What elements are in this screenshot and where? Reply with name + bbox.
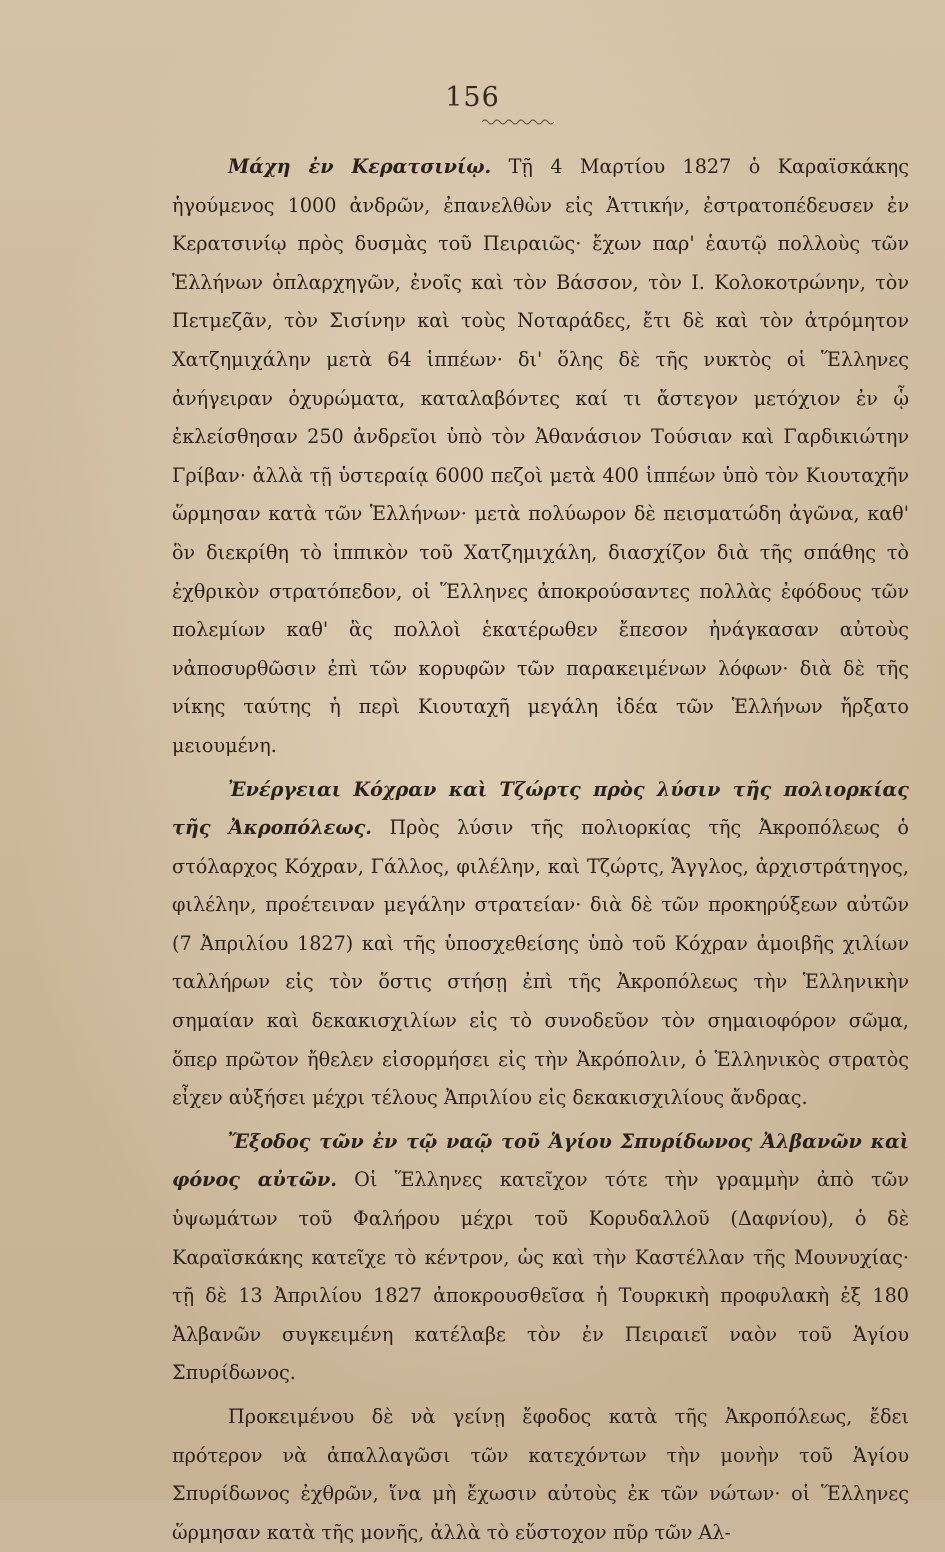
paragraph-battle-keratsini: [172, 148, 909, 766]
section-heading: Μάχη ἐν Κερατσινίῳ.: [228, 155, 492, 178]
section-heading: Ἔξοδος τῶν ἐν τῷ ναῷ τοῦ Ἁγίου Σπυρίδωνος Ἀλβανῶν καὶ φόνος αὐτῶν.: [172, 1129, 909, 1192]
paragraph-text: Οἱ Ἕλληνες κατεῖχον τότε τὴν γραμμὴν ἀπὸ τῶν ὑψωμάτων τοῦ Φαλήρου μέχρι τοῦ Κορυδαλλοῦ (Δαφνίου), ὁ δὲ Καραϊσκάκης κατεῖχε τὸ κέντρον, ὡς καὶ τὴν Καστέλλαν τῆς Μουνυχίας· τῇ δὲ 13 Ἀπριλίου 1827 ἀποκρουσθεῖσα ἡ Τουρκικὴ προφυλακὴ ἐξ 180 Ἀλβανῶν συγκειμένη κατέλαβε τὸν ἐν Πειραιεῖ ναὸν τοῦ Ἁγίου Σπυρίδωνος.: [172, 1168, 909, 1385]
paragraph-text: Τῇ 4 Μαρτίου 1827 ὁ Καραϊσκάκης ἡγούμενος 1000 ἀνδρῶν, ἐπανελθὼν εἰς Ἀττικήν, ἐστρατοπέδευσεν ἐν Κερατσινίῳ πρὸς δυσμὰς τοῦ Πειραιῶς· ἔχων παρ' ἑαυτῷ πολλοὺς τῶν Ἑλλήνων ὁπλαρχηγῶν, ἐνοῖς καὶ τὸν Βάσσον, τὸν Ι. Κολοκοτρώνην, τὸν Πετμεζᾶν, τὸν Σισίνην καὶ τοὺς Νοταράδες, ἔτι δὲ καὶ τὸν ἀτρόμητον Χατζημιχάλην μετὰ 64 ἱππέων· δι' ὅλης δὲ τῆς νυκτὸς οἱ Ἕλληνες ἀνήγειραν ὀχυρώματα, καταλαβόντες καί τι ἄστεγον μετόχιον ἐν ᾧ ἐκλείσθησαν 250 ἀνδρεῖοι ὑπὸ τὸν Ἀθανάσιον Τούσιαν καὶ Γαρδικιώτην Γρίβαν· ἀλλὰ τῇ ὑστεραίᾳ 6000 πεζοὶ μετὰ 400 ἱππέων ὑπὸ τὸν Κιουταχῆν ὥρμησαν κατὰ τῶν Ἑλλήνων· μετὰ πολύωρον δὲ πεισματώδη ἀγῶνα, καθ' ὃν διεκρίθη τὸ ἱππικὸν τοῦ Χατζημιχάλη, διασχίζον διὰ τῆς σπάθης τὸ ἐχθρικὸν στρατόπεδον, οἱ Ἕλληνες ἀποκρούσαντες πολλὰς ἐφόδους τῶν πολεμίων καθ' ἃς πολλοὶ ἑκατέρωθεν ἔπεσον ἠνάγκασαν αὐτοὺς νἀποσυρθῶσιν ἐπὶ τῶν κορυφῶν τῶν παρακειμένων λόφων· διὰ δὲ τῆς νίκης ταύτης ἡ περὶ Κιουταχῆ μεγάλη ἰδέα τῶν Ἑλλήνων ἤρξατο μειουμένη.: [172, 155, 909, 757]
section-heading: Ἐνέργειαι Κόχραν καὶ Τζώρτς πρὸς λύσιν τῆς πολιορκίας τῆς Ἀκροπόλεως.: [172, 777, 909, 840]
paragraph-saint-spyridon: [172, 1123, 909, 1393]
paragraph-acropolis-assault: [172, 1398, 909, 1552]
page-number: 156: [445, 82, 500, 113]
paragraph-text: Προκειμένου δὲ νὰ γείνῃ ἔφοδος κατὰ τῆς Ἀκροπόλεως, ἔδει πρότερον νὰ ἀπαλλαγῶσι τῶν κατεχόντων τὴν μονὴν τοῦ Ἁγίου Σπυρίδωνος ἐχθρῶν, ἵνα μὴ ἔχωσιν αὐτοὺς ἐκ τῶν νώτων· οἱ Ἕλληνες ὥρμησαν κατὰ τῆς μονῆς, ἀλλὰ τὸ εὔστοχον πῦρ τῶν Αλ-: [172, 1405, 909, 1544]
paragraph-cochrane-church: [172, 771, 909, 1118]
body-text: [172, 148, 909, 1552]
paragraph-text: Πρὸς λύσιν τῆς πολιορκίας τῆς Ἀκροπόλεως ὁ στόλαρχος Κόχραν, Γάλλος, φιλέλην, καὶ Τζώρτς, Ἄγγλος, ἀρχιστράτηγος, φιλέλην, προέτειναν μεγάλην στρατείαν· διὰ δὲ τῶν προκηρύξεων αὐτῶν (7 Ἀπριλίου 1827) καὶ τῆς ὑποσχεθείσης ὑπὸ τοῦ Κόχραν ἀμοιβῆς χιλίων ταλλήρων εἰς τὸν ὅστις στήσῃ ἐπὶ τῆς Ἀκροπόλεως τὴν Ἑλληνικὴν σημαίαν καὶ δεκακισχιλίων εἰς τὸ συνοδεῦον τὸν σημαιοφόρον σῶμα, ὅπερ πρῶτον ἤθελεν εἰσορμήσει εἰς τὴν Ἀκρόπολιν, ὁ Ἑλληνικὸς στρατὸς εἶχεν αὐξήσει μέχρι τέλους Ἀπριλίου εἰς δεκακισχιλίους ἄνδρας.: [172, 816, 909, 1110]
ornament-rule: [482, 118, 554, 126]
